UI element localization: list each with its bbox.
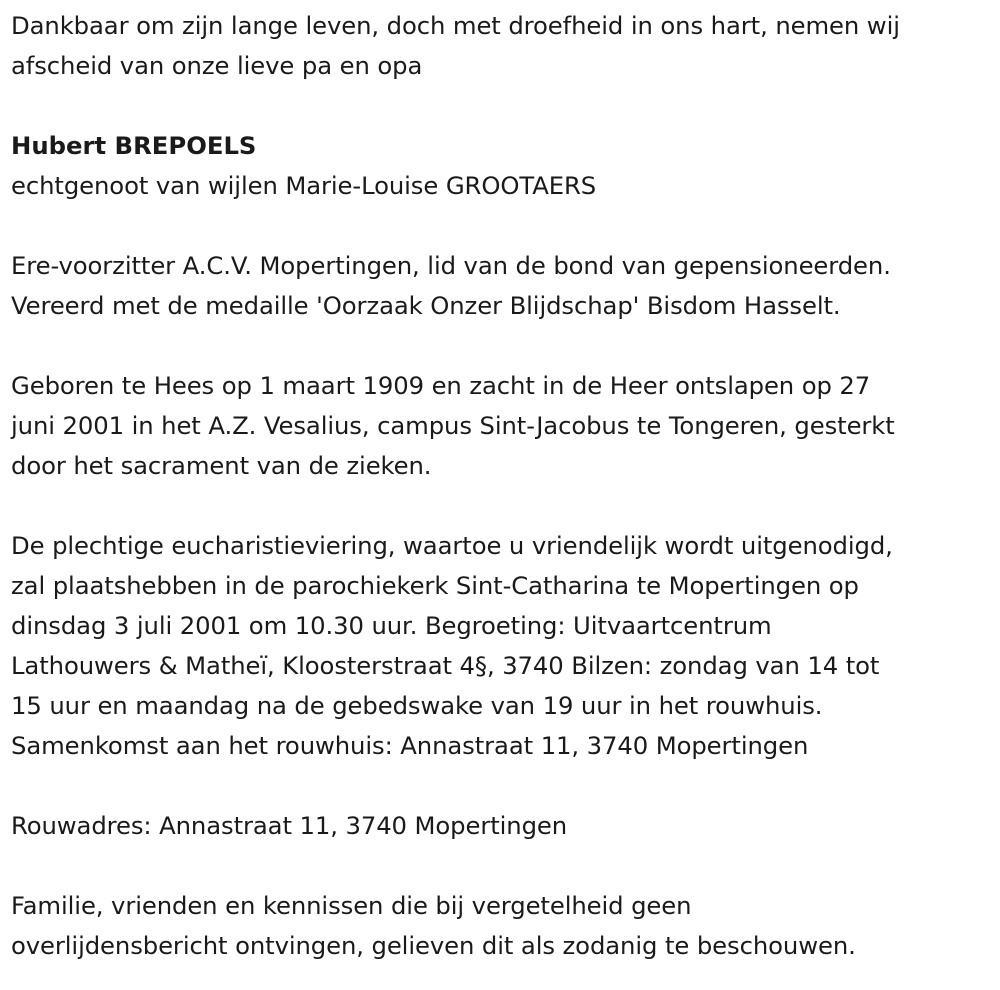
birth-death-line-2: juni 2001 in het A.Z. Vesalius, campus Sint-Jacobus te Tongeren, gesterkt <box>11 411 895 440</box>
ceremony-paragraph <box>11 526 990 766</box>
birth-death-line-3: door het sacrament van de zieken. <box>11 451 432 480</box>
mourning-address: Rouwadres: Annastraat 11, 3740 Mopertingen <box>11 811 568 840</box>
paragraph-gap <box>11 486 990 526</box>
birth-death-line-1: Geboren te Hees op 1 maart 1909 en zacht in de Heer ontslapen op 27 <box>11 371 871 400</box>
spouse-line: echtgenoot van wijlen Marie-Louise GROOTAERS <box>11 171 597 200</box>
paragraph-gap <box>11 326 990 366</box>
paragraph-gap <box>11 86 990 126</box>
paragraph-gap <box>11 766 990 806</box>
ceremony-line-2: zal plaatshebben in de parochiekerk Sint-Catharina te Mopertingen op <box>11 571 859 600</box>
paragraph-gap <box>11 206 990 246</box>
intro-line-1: Dankbaar om zijn lange leven, doch met droefheid in ons hart, nemen wij <box>11 11 900 40</box>
ceremony-line-6: Samenkomst aan het rouwhuis: Annastraat 11, 3740 Mopertingen <box>11 731 809 760</box>
honors-paragraph <box>11 246 990 326</box>
honors-line-1: Ere-voorzitter A.C.V. Mopertingen, lid van de bond van gepensioneerden. <box>11 251 891 280</box>
closing-line-2: overlijdensbericht ontvingen, gelieven dit als zodanig te beschouwen. <box>11 931 856 960</box>
deceased-name: Hubert BREPOELS <box>11 131 257 160</box>
closing-paragraph <box>11 886 990 966</box>
ceremony-line-3: dinsdag 3 juli 2001 om 10.30 uur. Begroeting: Uitvaartcentrum <box>11 611 772 640</box>
honors-line-2: Vereerd met de medaille 'Oorzaak Onzer Blijdschap' Bisdom Hasselt. <box>11 291 841 320</box>
intro-paragraph <box>11 6 990 86</box>
intro-line-2: afscheid van onze lieve pa en opa <box>11 51 423 80</box>
ceremony-line-1: De plechtige eucharistieviering, waartoe u vriendelijk wordt uitgenodigd, <box>11 531 893 560</box>
ceremony-line-5: 15 uur en maandag na de gebedswake van 19 uur in het rouwhuis. <box>11 691 823 720</box>
closing-line-1: Familie, vrienden en kennissen die bij vergetelheid geen <box>11 891 692 920</box>
birth-death-paragraph <box>11 366 990 486</box>
paragraph-gap <box>11 846 990 886</box>
ceremony-line-4: Lathouwers & Matheï, Kloosterstraat 4§, 3740 Bilzen: zondag van 14 tot <box>11 651 880 680</box>
